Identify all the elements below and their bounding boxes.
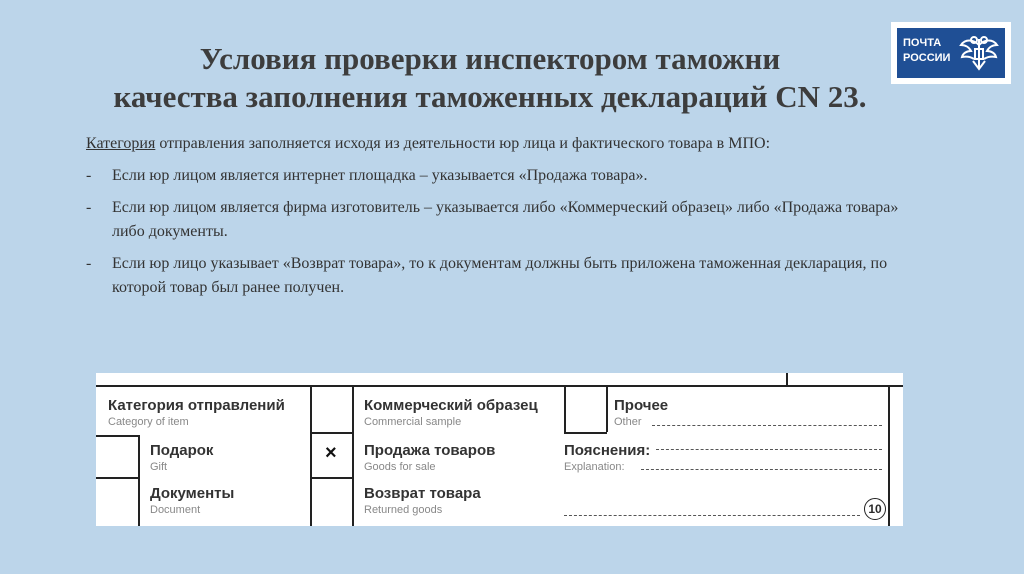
title-line-2: качества заполнения таможенных деклараций CN 23.: [113, 79, 867, 114]
bullet-text: Если юр лицом является интернет площадка – указывается «Продажа товара».: [112, 167, 648, 184]
gift-sublabel: Gift: [150, 461, 168, 473]
explanation-dotted-line-2: [641, 469, 882, 470]
commercial-sample-sublabel: Commercial sample: [364, 416, 462, 428]
category-sublabel: Category of item: [108, 416, 189, 428]
other-dotted-line: [652, 425, 882, 426]
other-label: Прочее: [614, 397, 669, 414]
goods-for-sale-checkbox-mark: ×: [325, 442, 337, 464]
documents-label: Документы: [150, 485, 235, 502]
bullet-item: [86, 164, 926, 188]
logo-text-line-2: РОССИИ: [903, 52, 951, 64]
double-headed-eagle-icon: [957, 31, 1001, 75]
commercial-sample-label: Коммерческий образец: [364, 397, 538, 414]
intro-text: отправления заполняется исходя из деятельности юр лица и фактического товара в МПО:: [155, 135, 771, 152]
slide-title: [60, 40, 920, 116]
other-sublabel: Other: [614, 416, 642, 428]
goods-for-sale-sublabel: Goods for sale: [364, 461, 436, 473]
bullet-dash: -: [86, 199, 92, 216]
bullet-item: [86, 252, 926, 300]
slide-body: [86, 132, 926, 308]
field-number-badge: 10: [864, 498, 886, 520]
explanation-label: Пояснения:: [564, 442, 651, 459]
explanation-dotted-line-1: [656, 449, 882, 450]
title-line-1: Условия проверки инспектором таможни: [199, 41, 781, 76]
category-label: Категория отправлений: [108, 397, 285, 414]
russian-post-logo: [891, 22, 1011, 84]
gift-label: Подарок: [150, 442, 214, 459]
returned-goods-sublabel: Returned goods: [364, 504, 443, 516]
documents-sublabel: Document: [150, 504, 201, 516]
intro-underlined-word: Категория: [86, 135, 156, 152]
logo-text-line-1: ПОЧТА: [903, 37, 942, 49]
bullet-text: Если юр лицо указывает «Возврат товара», то к документам должны быть приложена таможенная декларация, по которой товар был ранее получен.: [112, 255, 888, 296]
cn23-form-excerpt: [96, 373, 903, 526]
explanation-dotted-line-3: [564, 515, 860, 516]
intro-paragraph: [86, 132, 926, 156]
explanation-sublabel: Explanation:: [564, 461, 625, 473]
bullet-dash: -: [86, 255, 92, 272]
bullet-dash: -: [86, 167, 92, 184]
goods-for-sale-label: Продажа товаров: [364, 442, 496, 459]
bullet-text: Если юр лицом является фирма изготовитель – указывается либо «Коммерческий образец» либо «Продажа товара» либо документы.: [112, 199, 899, 240]
returned-goods-label: Возврат товара: [364, 485, 481, 502]
bullet-item: [86, 196, 926, 244]
